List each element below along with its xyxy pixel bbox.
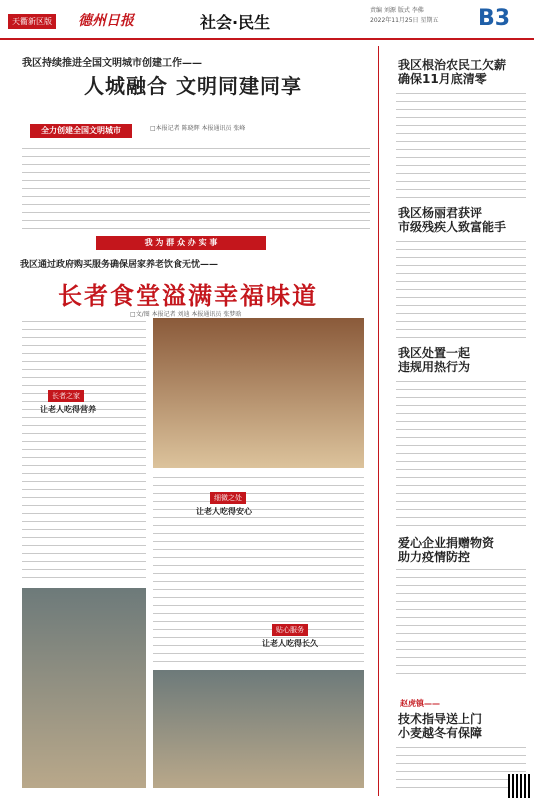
section-sub-3: 让老人吃得长久 — [262, 639, 318, 648]
sidebar-text-3 — [396, 378, 526, 526]
feature-body-right — [153, 474, 364, 664]
editor-line: 责编 刘源 版式 李佛 — [370, 7, 424, 14]
sidebar-headline-4: 爱心企业捐赠物资 助力疫情防控 — [398, 536, 495, 564]
section-sub-2: 让老人吃得安心 — [196, 507, 252, 516]
sidebar-text-2 — [396, 238, 526, 338]
lead-byline: □本报记者 陈晓辉 本报通讯员 张峰 — [150, 125, 246, 132]
edition-meta — [370, 6, 438, 26]
feature-byline: □文/图 本报记者 刘迪 本报通讯员 张梦晗 — [130, 311, 242, 318]
qr-code-icon — [508, 774, 532, 798]
sidebar-headline-5: 技术指导送上门 小麦越冬有保障 — [398, 712, 483, 740]
feature-kicker: 我区通过政府购买服务确保居家养老饮食无忧—— — [20, 260, 219, 270]
meal-photo — [153, 670, 364, 788]
page-number: B3 — [478, 6, 511, 31]
date-line: 2022年11月25日 星期五 — [370, 17, 439, 24]
sidebar-text-5 — [396, 744, 526, 794]
edition-tag: 天衢新区版 — [8, 14, 56, 29]
feature-ribbon: 我 为 群 众 办 实 事 — [96, 236, 266, 250]
section-sub-1: 让老人吃得营养 — [40, 405, 96, 414]
masthead — [0, 0, 534, 40]
lead-kicker: 我区持续推进全国文明城市创建工作—— — [22, 58, 202, 69]
section-tag-3: 贴心服务 — [272, 624, 308, 636]
section-tag-2: 细微之处 — [210, 492, 246, 504]
sidebar-headline-2: 我区杨丽君获评 市级残疾人致富能手 — [398, 206, 507, 234]
feature-title: 长者食堂溢满幸福味道 — [58, 282, 318, 310]
column-divider — [378, 46, 379, 796]
sidebar-text-1 — [396, 90, 526, 198]
sidebar-text-4 — [396, 566, 526, 674]
lead-banner: 全力创建全国文明城市 — [30, 124, 132, 138]
lead-headline: 人城融合 文明同建同享 — [84, 74, 302, 98]
sidebar-headline-3: 我区处置一起 违规用热行为 — [398, 346, 471, 374]
canteen-photo — [153, 318, 364, 468]
sidebar-headline-1: 我区根治农民工欠薪 确保11月底清零 — [398, 58, 507, 86]
volunteer-photo — [22, 588, 146, 788]
lead-body-text — [22, 145, 370, 229]
village-kicker: 赵虎镇—— — [400, 699, 440, 708]
feature-body-left — [22, 318, 146, 578]
section-title: 社会·民生 — [200, 13, 271, 32]
section-tag-1: 长者之家 — [48, 390, 84, 402]
newspaper-logo: 德州日报 — [78, 13, 134, 29]
